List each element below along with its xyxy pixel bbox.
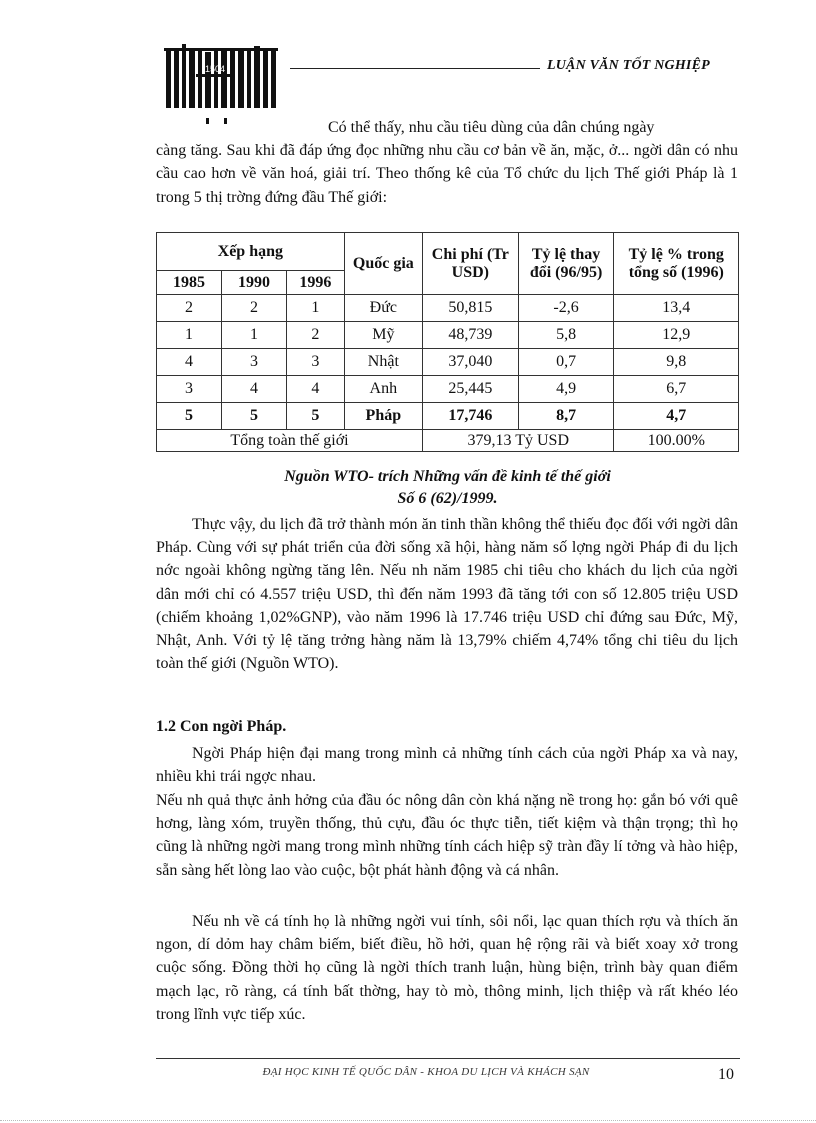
header-rule	[290, 68, 540, 69]
rank-header: Xếp hạng	[157, 233, 345, 271]
cell: 2	[287, 322, 345, 349]
intro-paragraph	[156, 116, 738, 209]
page-number: 10	[718, 1066, 734, 1083]
paragraph-text: Nếu nh quả thực ảnh hởng của đầu óc nông dân còn khá nặng nề trong họ: gắn bó với quê hơng, làng xóm, truyền thống, thủ cựu, đầu óc thực tiễn, tiết kiệm và thận trọng; thì họ cũng là những ngời mang trong mình những tính cách hiệp sỹ tràn đầy lí tởng và hào hiệp, sẵn sàng hết lòng lao vào cuộc, bột phát hành động và cá nhân.	[156, 792, 738, 879]
cell: 5,8	[518, 322, 614, 349]
intro-rest: càng tăng. Sau khi đã đáp ứng đọc những nhu cầu cơ bản về ăn, mặc, ở... ngời dân có nhu cầu cao hơn về văn hoá, giải trí. Theo thống kê của Tổ chức du lịch Thế giới Pháp là 1 trong 5 thị trờng đứng đầu Thế giới:	[156, 142, 738, 206]
cell: 13,4	[614, 295, 739, 322]
total-label: Tổng toàn thế giới	[157, 430, 423, 452]
intro-first-line: Có thể thấy, nhu cầu tiêu dùng của dân chúng ngày	[328, 119, 655, 136]
cell: 6,7	[614, 376, 739, 403]
total-value: 379,13 Tỷ USD	[423, 430, 614, 452]
paragraph-text: Ngời Pháp hiện đại mang trong mình cả những tính cách của ngời Pháp xa và nay, nhiều khi trái ngợc nhau.	[156, 745, 738, 786]
cell: Pháp	[344, 403, 422, 430]
source-citation	[156, 466, 739, 510]
section-heading: 1.2 Con ngời Pháp.	[156, 718, 287, 735]
header-title: LUẬN VĂN TỐT NGHIỆP	[547, 58, 710, 73]
year-1996-header: 1996	[287, 271, 345, 295]
cell: 17,746	[423, 403, 519, 430]
cell: 4	[157, 349, 222, 376]
cell: 50,815	[423, 295, 519, 322]
cell: 0,7	[518, 349, 614, 376]
cell: 5	[222, 403, 287, 430]
cell: -2,6	[518, 295, 614, 322]
body-paragraph	[156, 910, 738, 1026]
year-1985-header: 1985	[157, 271, 222, 295]
table-row	[157, 349, 739, 376]
table-row	[157, 322, 739, 349]
paragraph-text: Thực vậy, du lịch đã trở thành món ăn tinh thần không thể thiếu đọc đối với ngời dân Pháp. Cùng với sự phát triển của đời sống xã hội, hàng năm số lợng ngời Pháp đi du lịch nớc ngoài không ngừng tăng lên. Nếu nh năm 1985 chi tiêu cho khách du lịch của ngời dân mới chỉ có 4.557 triệu USD, thì đến năm 1993 đã tăng tới con số 12.805 triệu USD (chiếm khoảng 1,02%GNP), vào năm 1996 là 17.746 triệu USD chỉ đứng sau Đức, Mỹ, Nhật, Anh. Với tỷ lệ tăng trởng hàng năm là 13,79% chiếm 4,74% tổng chi tiêu du lịch toàn thế giới (Nguồn WTO).	[156, 516, 738, 673]
cell: 3	[157, 376, 222, 403]
cell: 37,040	[423, 349, 519, 376]
cell: 3	[287, 349, 345, 376]
cell: 1	[157, 322, 222, 349]
table-row	[157, 376, 739, 403]
total-share: 100.00%	[614, 430, 739, 452]
cell: 25,445	[423, 376, 519, 403]
footer-text: ĐẠI HỌC KINH TẾ QUỐC DÂN - KHOA DU LỊCH VÀ KHÁCH SẠN	[262, 1066, 590, 1078]
cell: 2	[222, 295, 287, 322]
cell: Nhật	[344, 349, 422, 376]
cell: 5	[157, 403, 222, 430]
cell: 3	[222, 349, 287, 376]
table-row-highlight	[157, 403, 739, 430]
cell: 2	[157, 295, 222, 322]
body-paragraph	[156, 742, 738, 788]
table-total-row	[157, 430, 739, 452]
cell: Anh	[344, 376, 422, 403]
cell: 1	[287, 295, 345, 322]
cell: 4	[287, 376, 345, 403]
cell: 4,7	[614, 403, 739, 430]
cell: Mỹ	[344, 322, 422, 349]
source-line-2: Số 6 (62)/1999.	[397, 490, 498, 507]
cell: 5	[287, 403, 345, 430]
cell: 48,739	[423, 322, 519, 349]
body-paragraph	[156, 513, 738, 675]
source-line-1: Nguồn WTO- trích Những vấn đề kinh tế thế giới	[284, 468, 611, 485]
footer-rule	[156, 1058, 740, 1059]
cell: 12,9	[614, 322, 739, 349]
share-header: Tỷ lệ % trong tổng số (1996)	[614, 233, 739, 295]
year-1990-header: 1990	[222, 271, 287, 295]
tourism-spending-table	[156, 232, 739, 452]
paragraph-text: Nếu nh về cá tính họ là những ngời vui tính, sôi nổi, lạc quan thích rợu và thích ăn ngon, dí dỏm hay châm biếm, biết điều, hồ hởi, quan hệ rộng rãi và biết xoay xở trong cuộc sống. Đồng thời họ cũng là ngời thích tranh luận, hùng biện, trình bày quan điểm mạch lạc, rõ ràng, cá tính bất thờng, hay tò mò, thông minh, lịch thiệp và rất khéo léo trong lĩnh vực tiếp xúc.	[156, 913, 738, 1023]
cell: 4,9	[518, 376, 614, 403]
cell: Đức	[344, 295, 422, 322]
cell: 4	[222, 376, 287, 403]
cost-header: Chi phí (Tr USD)	[423, 233, 519, 295]
svg-text:1504: 1504	[204, 64, 226, 74]
cell: 1	[222, 322, 287, 349]
country-header: Quốc gia	[344, 233, 422, 295]
body-paragraph	[156, 789, 738, 882]
table-row	[157, 295, 739, 322]
change-header: Tỷ lệ thay đổi (96/95)	[518, 233, 614, 295]
author-logo	[160, 38, 282, 124]
cell: 8,7	[518, 403, 614, 430]
page-edge	[0, 1120, 816, 1122]
cell: 9,8	[614, 349, 739, 376]
